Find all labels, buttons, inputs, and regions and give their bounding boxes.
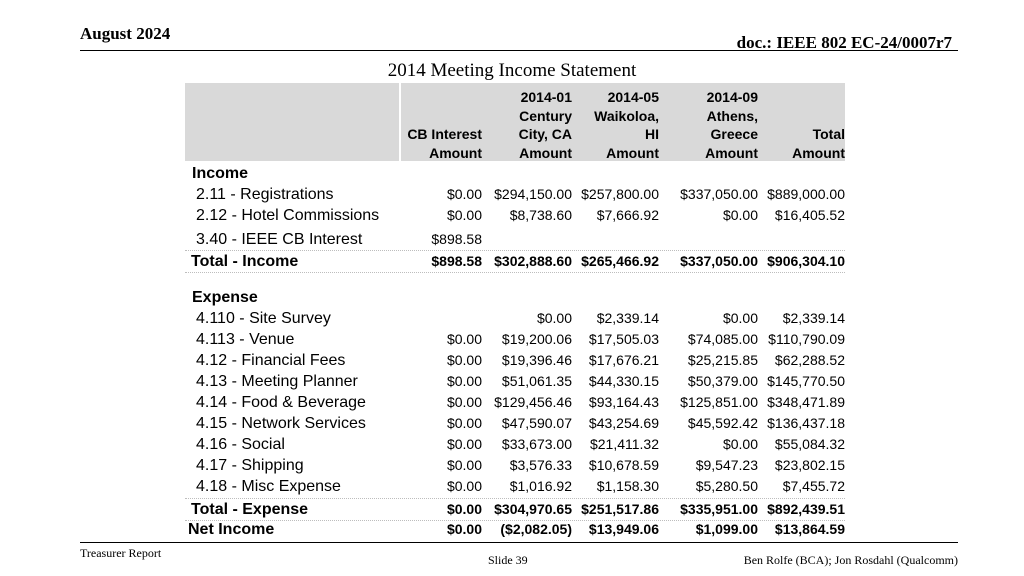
row-value: $257,800.00 xyxy=(581,186,659,202)
row-value: $0.00 xyxy=(446,207,482,223)
row-value: ($2,082.05) xyxy=(500,521,572,537)
row-value: $62,288.52 xyxy=(774,352,845,368)
row-value: $47,590.07 xyxy=(501,415,572,431)
footer-report-name: Treasurer Report xyxy=(80,546,162,560)
column-header-line: City, CA xyxy=(518,126,572,142)
footer-slide-number: Slide 39 xyxy=(488,553,528,567)
row-value: $13,864.59 xyxy=(774,521,845,537)
row-label: 4.12 - Financial Fees xyxy=(196,352,346,369)
row-value: $0.00 xyxy=(446,331,482,347)
row-value: $21,411.32 xyxy=(589,436,659,452)
row-value: $2,339.14 xyxy=(596,310,659,326)
row-label: 4.13 - Meeting Planner xyxy=(196,373,358,390)
column-header xyxy=(594,88,659,162)
table-row xyxy=(185,350,845,371)
row-label: 4.113 - Venue xyxy=(196,331,295,348)
row-value: $302,888.60 xyxy=(494,253,572,269)
row-value: $335,951.00 xyxy=(680,501,758,517)
row-value: $0.00 xyxy=(446,373,482,389)
column-header-line: CB Interest xyxy=(407,126,482,142)
row-value: $0.00 xyxy=(446,415,482,431)
column-header-line: Greece xyxy=(710,126,758,142)
row-value: $5,280.50 xyxy=(695,478,758,494)
row-value: $110,790.09 xyxy=(768,331,845,347)
row-value: $265,466.92 xyxy=(581,253,659,269)
row-value: $1,158.30 xyxy=(596,478,659,494)
row-value: $129,456.46 xyxy=(494,394,572,410)
row-value: $17,505.03 xyxy=(588,331,659,347)
row-value: $125,851.00 xyxy=(680,394,758,410)
row-value: $898.58 xyxy=(431,253,482,269)
row-value: $0.00 xyxy=(446,457,482,473)
row-value: $8,738.60 xyxy=(509,207,572,223)
table-row xyxy=(185,329,845,350)
row-value: $7,455.72 xyxy=(782,478,845,494)
row-value: $337,050.00 xyxy=(680,253,758,269)
row-value: $16,405.52 xyxy=(774,207,845,223)
table-row xyxy=(185,455,845,476)
row-value: $51,061.35 xyxy=(501,373,572,389)
row-value: $0.00 xyxy=(446,521,482,537)
column-header-line: Waikoloa, xyxy=(594,107,659,124)
table-row xyxy=(185,392,845,413)
column-header xyxy=(792,125,845,162)
row-value: $3,576.33 xyxy=(509,457,572,473)
row-value: $0.00 xyxy=(446,478,482,494)
row-value: $892,439.51 xyxy=(767,501,845,517)
column-header xyxy=(705,88,758,162)
statement-title: 2014 Meeting Income Statement xyxy=(387,60,637,81)
row-value: $898.58 xyxy=(431,231,482,247)
column-header-line: Amount xyxy=(705,144,758,161)
row-value: $74,085.00 xyxy=(687,331,758,347)
row-label: Total - Income xyxy=(191,253,299,270)
row-label: 4.14 - Food & Beverage xyxy=(196,394,366,411)
column-header-line: 2014-05 xyxy=(607,89,659,105)
row-label: 2.11 - Registrations xyxy=(196,186,334,203)
row-value: $0.00 xyxy=(446,501,482,517)
row-value: $19,200.06 xyxy=(501,331,572,347)
row-value: $50,379.00 xyxy=(687,373,758,389)
row-label: 2.12 - Hotel Commissions xyxy=(196,207,380,224)
column-header-line: HI xyxy=(645,126,659,142)
row-value: $294,150.00 xyxy=(494,186,572,202)
row-value: $1,016.92 xyxy=(509,478,572,494)
column-header-line: Amount xyxy=(519,144,572,161)
row-value: $0.00 xyxy=(536,310,572,326)
column-header-line: Total xyxy=(812,126,845,142)
footer-authors: Ben Rolfe (BCA); Jon Rosdahl (Qualcomm) xyxy=(743,553,958,567)
column-header-line: Amount xyxy=(792,144,845,161)
row-value: $145,770.50 xyxy=(767,373,845,389)
header-divider xyxy=(80,50,958,51)
row-value: $0.00 xyxy=(446,186,482,202)
column-header-line: Athens, xyxy=(706,107,758,124)
table-row xyxy=(185,308,845,329)
row-label: 4.18 - Misc Expense xyxy=(196,478,341,495)
row-value: $10,678.59 xyxy=(588,457,659,473)
footer-divider xyxy=(80,542,958,543)
row-label: Total - Expense xyxy=(191,501,309,518)
row-value: $17,676.21 xyxy=(588,352,659,368)
row-value: $7,666.92 xyxy=(596,207,659,223)
row-value: $23,802.15 xyxy=(774,457,845,473)
column-header-line: Amount xyxy=(606,144,659,161)
column-header-line: Amount xyxy=(429,144,482,161)
row-value: $906,304.10 xyxy=(767,253,845,269)
row-value: $43,254.69 xyxy=(588,415,659,431)
net-income-row xyxy=(185,519,845,540)
income-heading xyxy=(185,163,845,184)
row-value: $0.00 xyxy=(446,352,482,368)
row-value: $0.00 xyxy=(446,394,482,410)
row-value: $889,000.00 xyxy=(767,186,845,202)
total-row xyxy=(185,250,845,273)
row-value: $55,084.32 xyxy=(774,436,845,452)
row-label: Net Income xyxy=(188,521,275,538)
row-value: $93,164.43 xyxy=(588,394,659,410)
row-value: $304,970.65 xyxy=(494,501,572,517)
column-header-line: Century xyxy=(519,107,572,124)
table-row xyxy=(185,184,845,205)
expense-heading-label: Expense xyxy=(192,289,258,306)
column-header-line: 2014-09 xyxy=(706,89,758,105)
table-row xyxy=(185,476,845,497)
row-label: 4.16 - Social xyxy=(196,436,285,453)
column-header xyxy=(519,88,572,162)
row-value: $13,949.06 xyxy=(588,521,659,537)
table-row xyxy=(185,413,845,434)
table-row xyxy=(185,205,845,226)
row-value: $0.00 xyxy=(722,207,758,223)
row-label: 4.15 - Network Services xyxy=(196,415,366,432)
row-value: $33,673.00 xyxy=(501,436,572,452)
row-value: $0.00 xyxy=(722,310,758,326)
row-value: $0.00 xyxy=(722,436,758,452)
column-header-separator xyxy=(399,83,401,161)
table-row xyxy=(185,229,845,250)
row-value: $348,471.89 xyxy=(767,394,845,410)
row-value: $0.00 xyxy=(446,436,482,452)
table-row xyxy=(185,434,845,455)
row-value: $136,437.18 xyxy=(767,415,845,431)
row-label: 3.40 - IEEE CB Interest xyxy=(196,231,363,248)
row-value: $44,330.15 xyxy=(588,373,659,389)
row-label: 4.110 - Site Survey xyxy=(196,310,331,327)
row-value: $45,592.42 xyxy=(687,415,758,431)
row-value: $337,050.00 xyxy=(680,186,758,202)
row-label: 4.17 - Shipping xyxy=(196,457,304,474)
total-row xyxy=(185,498,845,521)
expense-heading xyxy=(185,287,845,308)
column-header xyxy=(407,125,482,162)
row-value: $9,547.23 xyxy=(695,457,758,473)
header-date: August 2024 xyxy=(80,24,171,43)
row-value: $2,339.14 xyxy=(782,310,845,326)
row-value: $25,215.85 xyxy=(687,352,758,368)
income-heading-label: Income xyxy=(192,165,249,182)
column-header-line: 2014-01 xyxy=(520,89,572,105)
row-value: $1,099.00 xyxy=(695,521,758,537)
header-doc-id: doc.: IEEE 802 EC-24/0007r7 xyxy=(736,33,952,52)
table-row xyxy=(185,371,845,392)
row-value: $19,396.46 xyxy=(501,352,572,368)
row-value: $251,517.86 xyxy=(581,501,659,517)
